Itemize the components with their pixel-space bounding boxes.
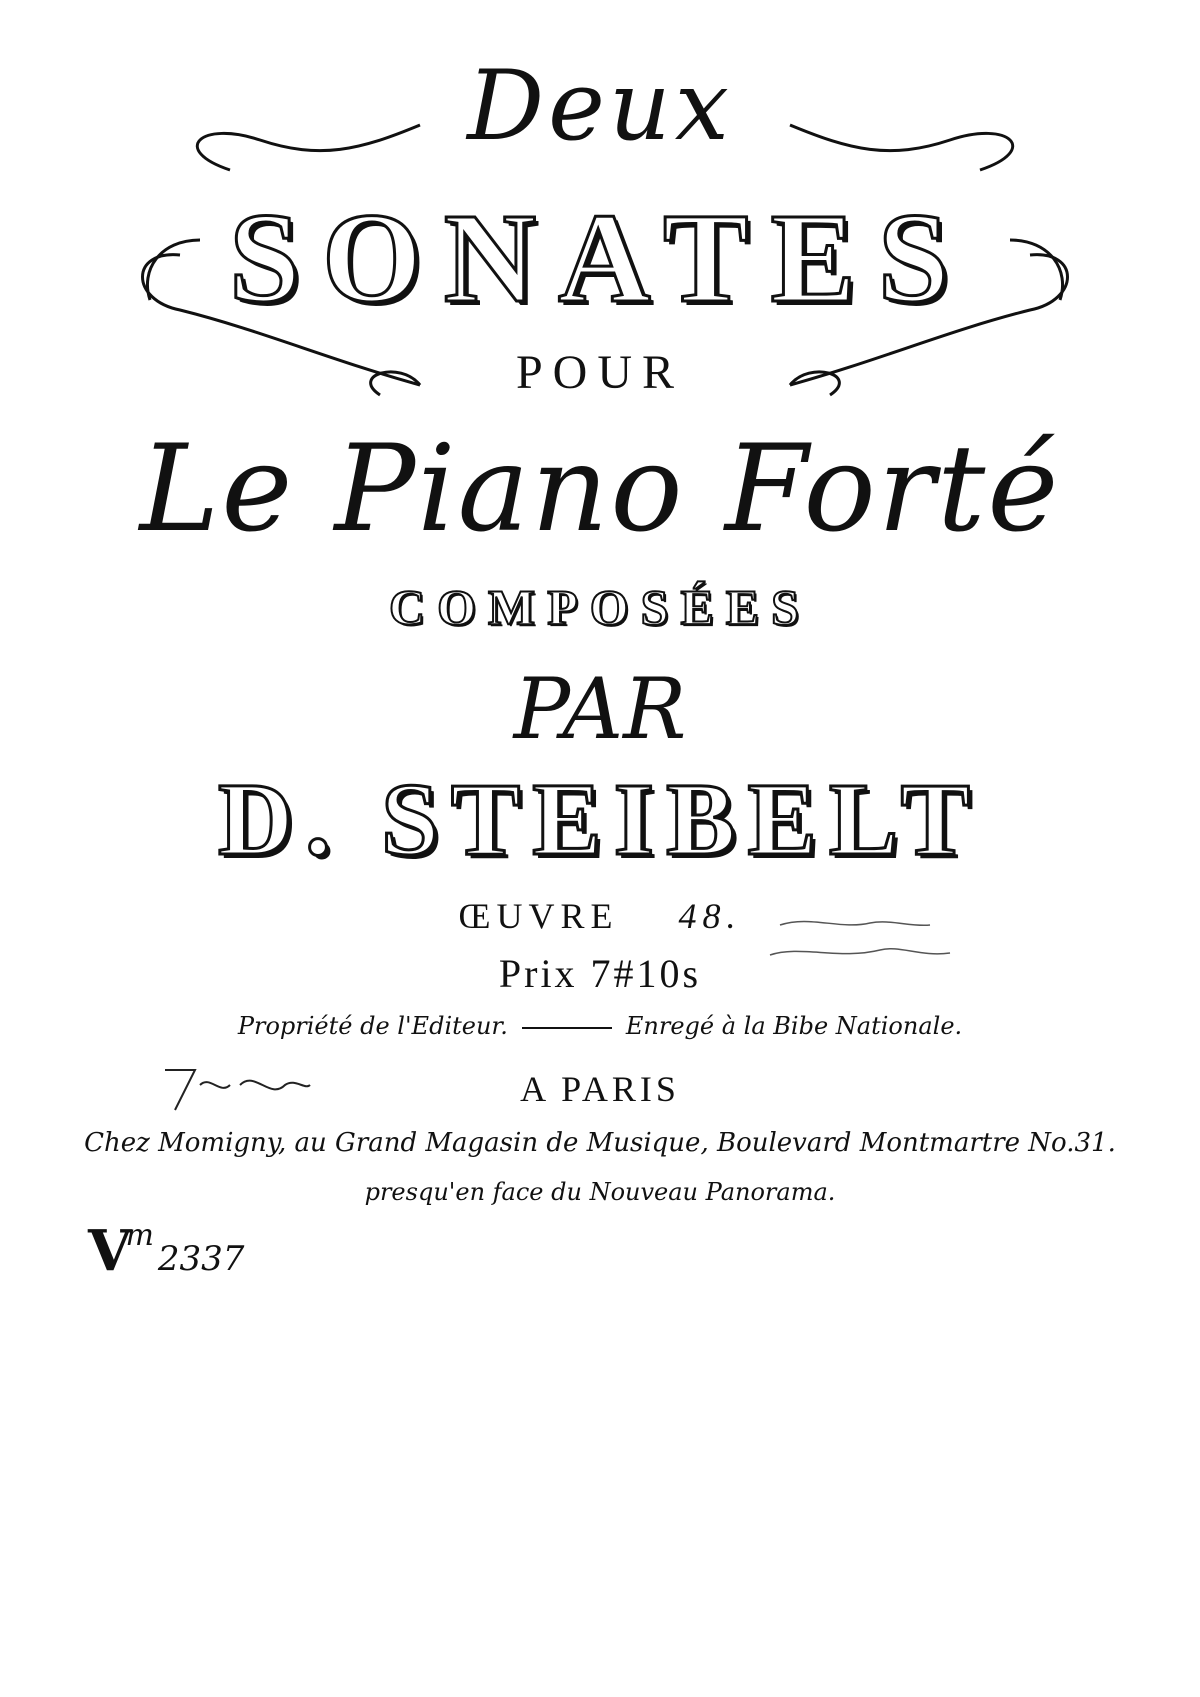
opus-number: 48. bbox=[678, 896, 742, 936]
composer-name: D. STEIBELT bbox=[217, 762, 983, 877]
price: Prix 7#10s bbox=[498, 951, 702, 996]
title-par: PAR bbox=[513, 660, 687, 758]
imprint-publisher: Chez Momigny, au Grand Magasin de Musique, Boulevard Montmartre No.31. bbox=[84, 1128, 1116, 1158]
shelfmark-number: 2337 bbox=[157, 1239, 245, 1279]
pencil-annotation bbox=[760, 905, 960, 975]
rights-line bbox=[0, 1012, 1200, 1040]
shelfmark-letter: V bbox=[88, 1218, 132, 1284]
shelfmark-superscript: m bbox=[125, 1218, 154, 1253]
property-note: Propriété de l'Editeur. bbox=[237, 1012, 508, 1040]
title-composees: COMPOSÉES bbox=[389, 579, 811, 635]
imprint-place: A PARIS bbox=[520, 1069, 680, 1109]
opus-label: ŒUVRE bbox=[458, 896, 619, 936]
title-instrument: Le Piano Forté bbox=[139, 420, 1061, 559]
imprint-address: presqu'en face du Nouveau Panorama. bbox=[364, 1178, 836, 1206]
title-pour: POUR bbox=[515, 346, 685, 399]
library-shelfmark bbox=[88, 1218, 244, 1284]
title-sonates: SONATES bbox=[228, 187, 972, 329]
opus-line bbox=[0, 895, 1200, 937]
title-deux: Deux bbox=[467, 50, 733, 162]
registration-note: Enregé à la Bibe Nationale. bbox=[625, 1012, 963, 1040]
separator-rule bbox=[522, 1027, 612, 1029]
